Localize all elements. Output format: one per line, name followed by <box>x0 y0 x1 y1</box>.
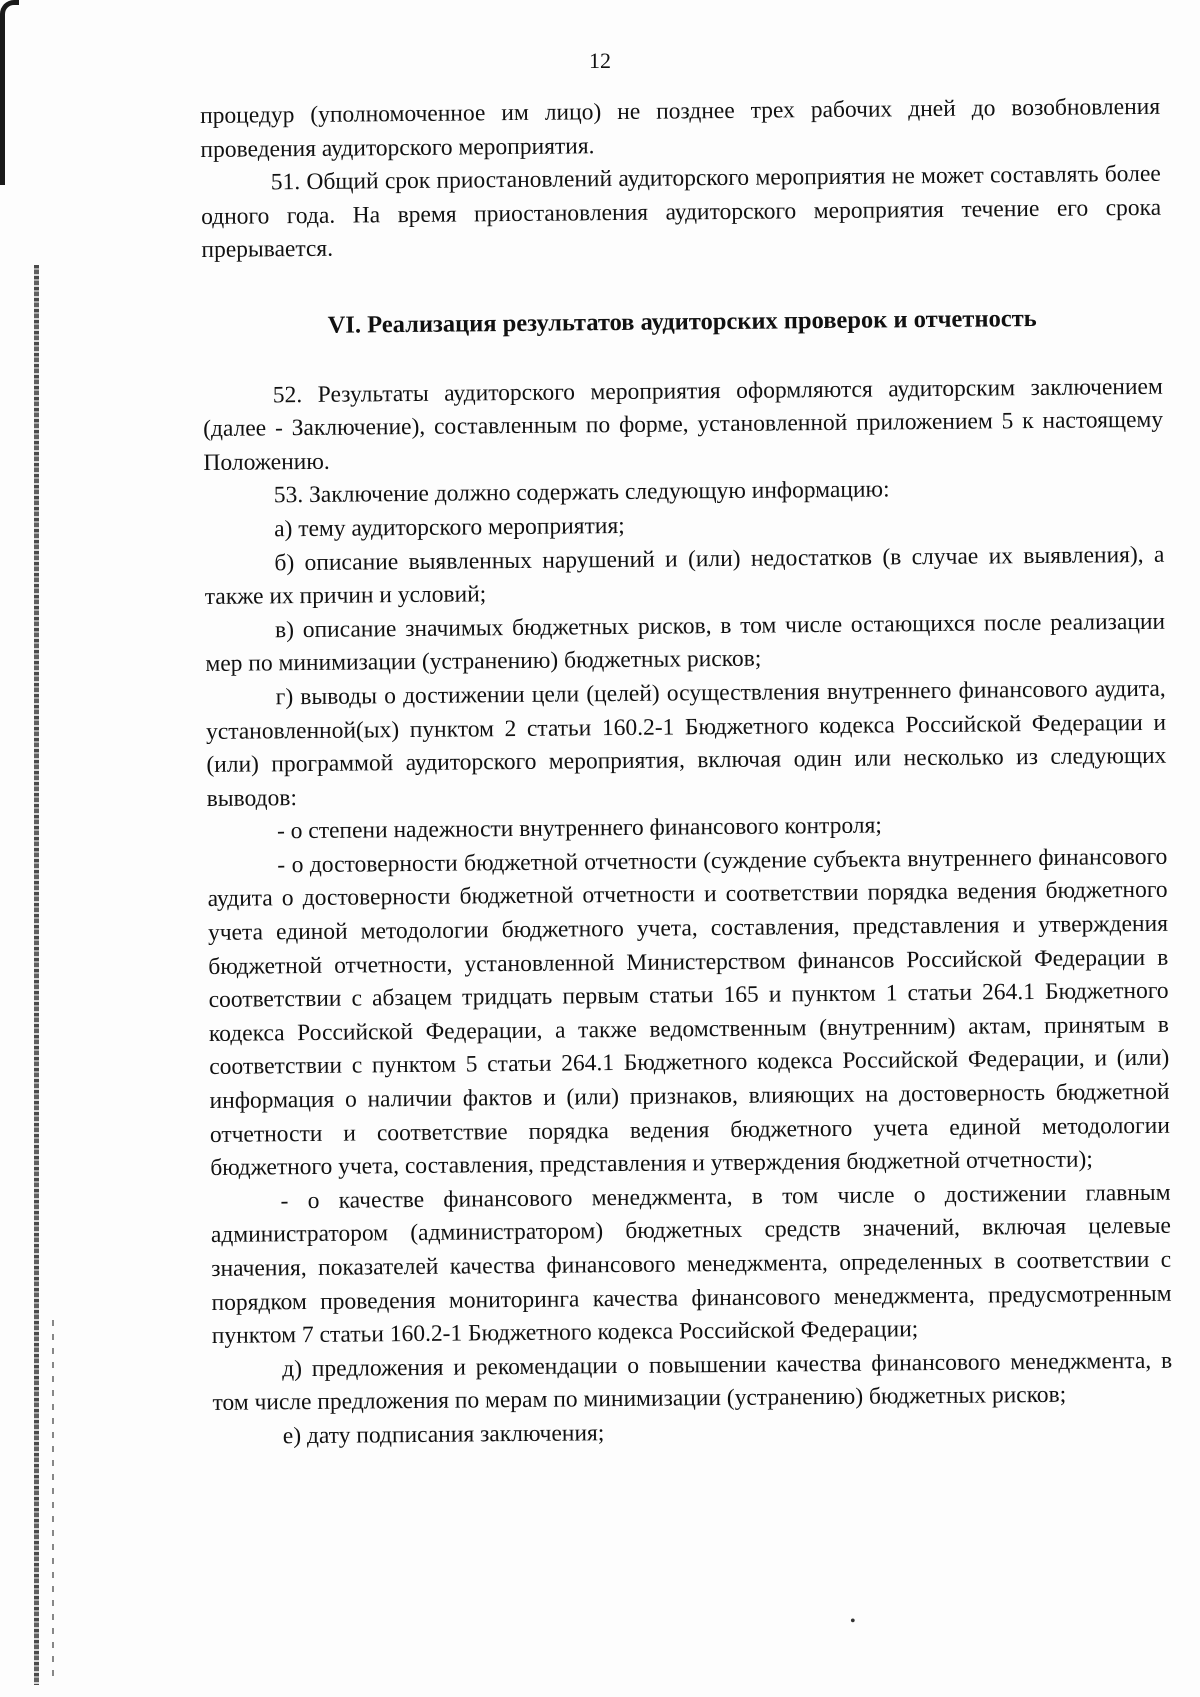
sub-item-control-reliability: - о степени надежности внутреннего финансового контроля; <box>276 812 883 845</box>
list-item-e: е) дату подписания заключения; <box>282 1420 605 1450</box>
paragraph-52: 52. Результаты аудиторского мероприятия оформляются аудиторским заключением (далее - Заключение), составленным по форме, установленной приложением 5 к настоящему Положению. <box>203 373 1164 476</box>
section-heading: VI. Реализация результатов аудиторских проверок и отчетность <box>327 304 1037 339</box>
paragraph-continuation: процедур (уполномоченное им лицо) не позднее трех рабочих дней до возобновления проведения аудиторского мероприятия. <box>200 93 1161 163</box>
scan-edge-artifact <box>34 265 39 1685</box>
scan-border-artifact <box>0 0 19 185</box>
page-number: 12 <box>589 48 611 73</box>
list-item-a: а) тему аудиторского мероприятия; <box>273 512 625 543</box>
paragraph-53: 53. Заключение должно содержать следующую информацию: <box>273 476 890 509</box>
scan-speck: • <box>850 1613 856 1630</box>
paragraph-51: 51. Общий срок приостановлений аудиторского мероприятия не может составлять более одного года. На время приостановления аудиторского мероприятия течение его срока прерывается. <box>200 160 1162 264</box>
list-item-g: г) выводы о достижении цели (целей) осуществления внутреннего финансового аудита, установленной(ых) пунктом 2 статьи 160.2-1 Бюджетного кодекса Российской Федерации и (или) программой аудиторского мероприятия, включая один или несколько из следующих выводов: <box>205 675 1167 812</box>
list-item-b: б) описание выявленных нарушений и (или) недостатков (в случае их выявления), а также их причин и условий; <box>204 541 1165 611</box>
sub-item-financial-management: - о качестве финансового менеджмента, в том числе о достижении главным администратором (администратором) бюджетных средств значений, включая целевые значения, показателей качества финансового менеджмента, определенных в соответствии с порядком проведения мониторинга качества финансового менеджмента, предусмотренным пунктом 7 статьи 160.2-1 Бюджетного кодекса Российской Федерации; <box>210 1179 1172 1350</box>
list-item-v: в) описание значимых бюджетных рисков, в том числе остающихся после реализации мер по минимизации (устранению) бюджетных рисков; <box>205 608 1166 678</box>
sub-item-reporting-reliability: - о достоверности бюджетной отчетности (суждение субъекта внутреннего финансового аудита о достоверности бюджетной отчетности и соответствии порядка ведения бюджетного учета единой методологии бюджетного учета, составления, представления и утверждения бюджетной отчетности, установленной Министерством финансов Российской Федерации в соответствии с абзацем тридцать первым статьи 165 и пунктом 1 статьи 264.1 Бюджетного кодекса Российской Федерации, а также ведомственным (внутренним) актам, принятым в соответствии с пунктом 5 статьи 264.1 Бюджетного кодекса Российской Федерации, и (или) информация о наличии фактов и (или) признаков, влияющих на достоверность бюджетной отчетности и соответствие порядка ведения бюджетного учета единой методологии бюджетного учета, составления, представления и утверждения бюджетной отчетности); <box>207 843 1171 1182</box>
list-item-d: д) предложения и рекомендации о повышении качества финансового менеджмента, в том числе предложения по мерам по минимизации (устранению) бюджетных рисков; <box>212 1347 1173 1417</box>
document-body <box>200 91 1173 1455</box>
scan-edge-artifact-secondary <box>52 1320 54 1680</box>
